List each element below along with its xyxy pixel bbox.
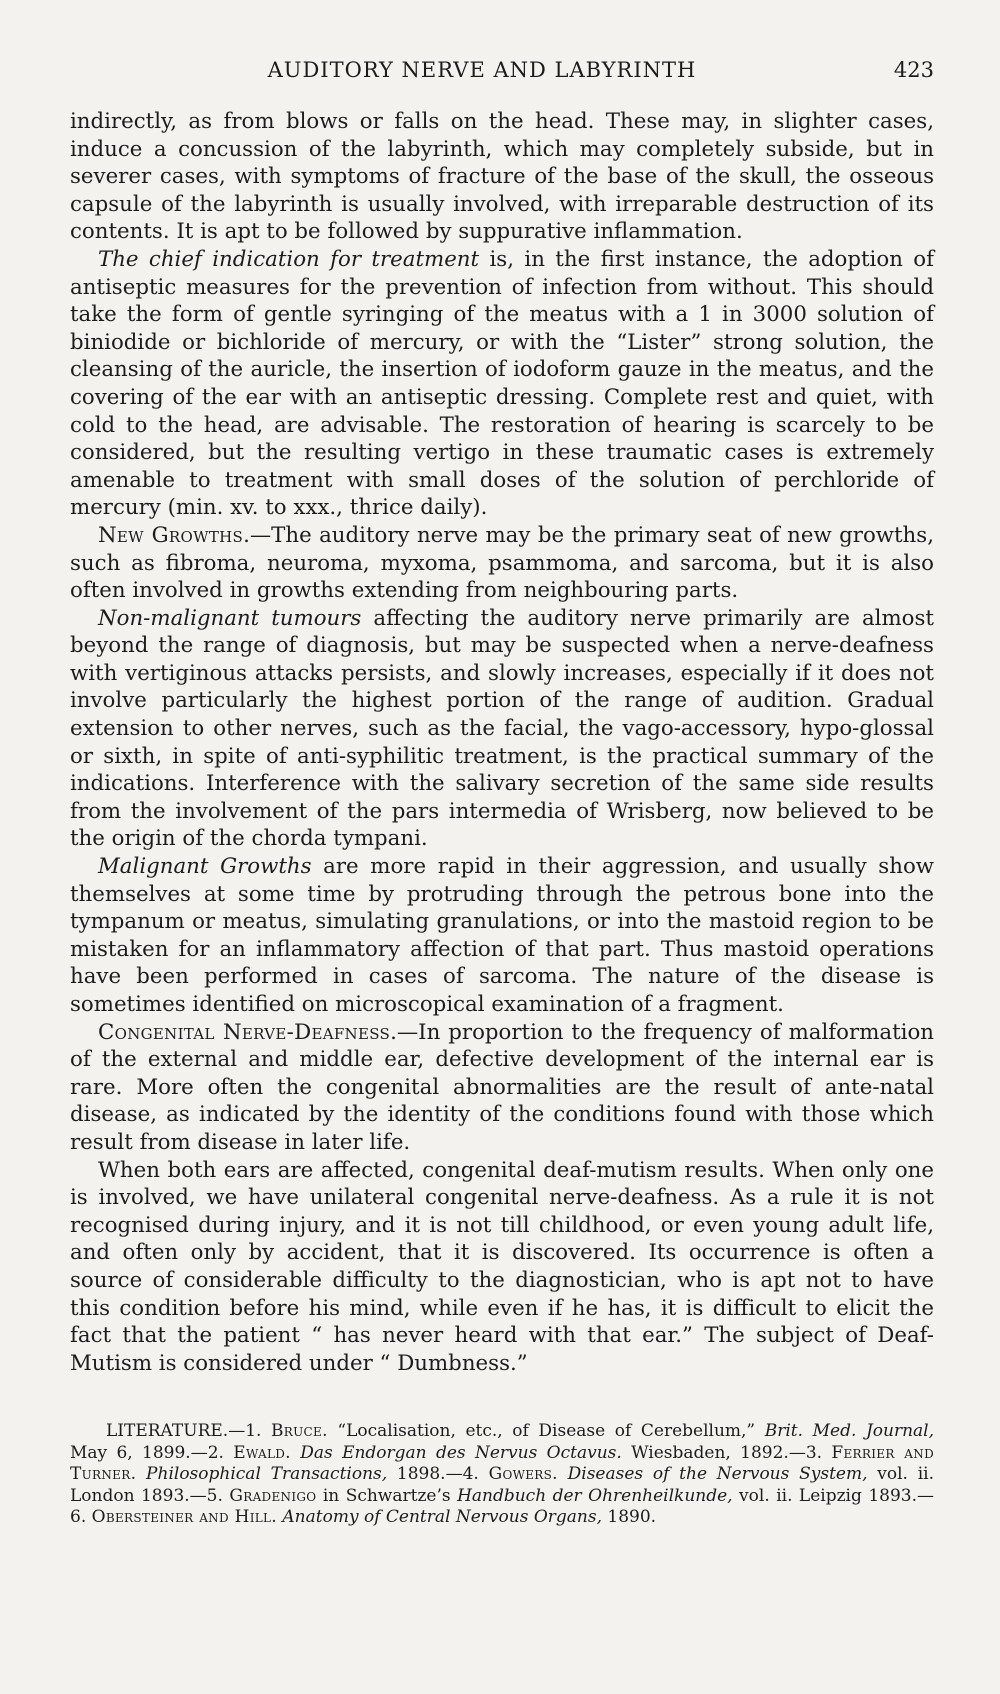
italic-lead: The chief indication for treatment [98,246,480,272]
paragraph-treatment [70,246,934,522]
ref-date: vol. ii. Leipzig 1893. [732,1485,917,1506]
paragraph-text: When both ears are affected, congenital deaf-mutism results. When only one is involved, we have unilateral congenital nerve-deafness. As a rule it is not recognised during injury, and it is not till childhood, or even young adult life, and often only by accident, that it is discovered. Its occurrence is often a source of considerable difficulty to the diagnostician, who is apt not to have this condition before his mind, while even if he has, it is difficult to elicit the fact that the patient “ has never heard with that ear.” The subject of Deaf-Mutism is considered under “ Dumbness.” [70,1157,934,1376]
ref-author: Gowers. [488,1464,558,1485]
paragraph-text: .—In proportion to the frequency of malformation of the external and middle ear, defective development of the internal ear is rare. More often the congenital abnormalities are the result of ante-natal disease, as indicated by the identity of the conditions found with those which result from disease in later life. [70,1019,934,1155]
ref-author: Ewald. [233,1442,291,1463]
ref-date: Wiesbaden, 1892. [621,1442,789,1463]
paragraph-trauma-continued [70,108,934,246]
paragraph-text: is, in the first instance, the adoption of antiseptic measures for the prevention of infection from without. This should take the form of gentle syringing of the meatus with a 1 in 3000 solution of biniodide or bichloride of mercury, or with the “Lister” strong solution, the cleansing of the auricle, the insertion of iodoform gauze in the meatus, and the covering of the ear with an antiseptic dressing. Complete rest and quiet, with cold to the head, are advisable. The restoration of hearing is scarcely to be considered, but the resulting vertigo in these traumatic cases is extremely amenable to treatment with small doses of the solution of perchloride of mercury (min. xv. to xxx., thrice daily). [70,246,935,521]
page-number: 423 [893,58,934,82]
section-heading: New Growths [98,522,244,548]
ref-title: Das Endorgan des Nervus Octavus. [290,1442,622,1463]
ref-title: Diseases of the Nervous System, [557,1464,868,1485]
paragraph-text: affecting the auditory nerve primarily are almost beyond the range of diagnosis, but may be suspected when a nerve-deafness with vertiginous attacks persists, and slowly increases, especially if it does not involve particularly the highest portion of the range of audition. Gradual extension to other nerves, such as the facial, the vago-accessory, hypo-glossal or sixth, in spite of anti-syphilitic treatment, is the practical summary of the indications. Interference with the salivary secretion of the same side results from the involvement of the pars intermedia of Wrisberg, now believed to be the origin of the chorda tympani. [70,605,934,852]
ref-date: May 6, 1899. [70,1442,191,1463]
paragraph-congenital [70,1019,934,1157]
ref-date: 1890. [601,1506,657,1527]
ref-date: 1898. [387,1464,446,1485]
ref-journal: Brit. Med. Journal, [764,1421,935,1442]
literature-label: LITERATURE. [106,1421,229,1442]
ref-number: —3. [788,1442,832,1463]
paragraph-text: are more rapid in their aggression, and usually show themselves at some time by protruding through the petrous bone into the tympanum or meatus, simulating granulations, or into the mastoid region to be mistaken for an inflammatory affection of that part. Thus mastoid operations have been performed in cases of sarcoma. The nature of the disease is sometimes identified on microscopical examination of a fragment. [70,854,934,1017]
body-text [70,108,934,1377]
literature-references [70,1421,934,1528]
ref-text: in Schwartze’s [316,1485,458,1506]
italic-lead: Non-malignant tumours [98,605,362,631]
section-heading: Congenital Nerve-Deafness [98,1019,391,1045]
ref-number: —1. [228,1421,272,1442]
paragraph-text: .—The auditory nerve may be the primary seat of new growths, such as fibroma, neuroma, myxoma, psammoma, and sarcoma, but it is also often involved in growths extending from neighbouring parts. [70,522,934,604]
italic-lead: Malignant Growths [98,854,312,880]
paragraph-non-malignant [70,605,934,853]
ref-number: —5. [189,1485,230,1506]
paragraph-malignant [70,853,934,1019]
ref-text: “Localisation, etc., of Disease of Cerebellum,” [327,1421,765,1442]
ref-date: vol. ii. London 1893. [70,1464,934,1506]
ref-author: Bruce. [271,1421,328,1442]
ref-number: —4. [445,1464,489,1485]
paragraph-text: indirectly, as from blows or falls on the head. These may, in slighter cases, induce a concussion of the labyrinth, which may completely subside, but in severer cases, with symptoms of fracture of the base of the skull, the osseous capsule of the labyrinth is usually involved, with irreparable destruction of its contents. It is apt to be followed by suppurative inflammation. [70,109,934,245]
ref-number: —6. [70,1485,934,1527]
page-header-title: AUDITORY NERVE AND LABYRINTH [267,58,697,82]
ref-title: Handbuch der Ohrenheilkunde, [457,1485,733,1506]
paragraph-new-growths [70,522,934,605]
ref-title: Philosophical Transactions, [136,1464,388,1485]
ref-author: Obersteiner and Hill. [91,1506,277,1527]
ref-number: —2. [190,1442,234,1463]
ref-title: Anatomy of Central Nervous Organs, [277,1506,602,1527]
ref-author: Ferrier and Turner. [70,1442,934,1485]
paragraph-deaf-mutism [70,1157,934,1378]
running-head [70,58,934,98]
ref-author: Gradenigo [229,1485,317,1506]
